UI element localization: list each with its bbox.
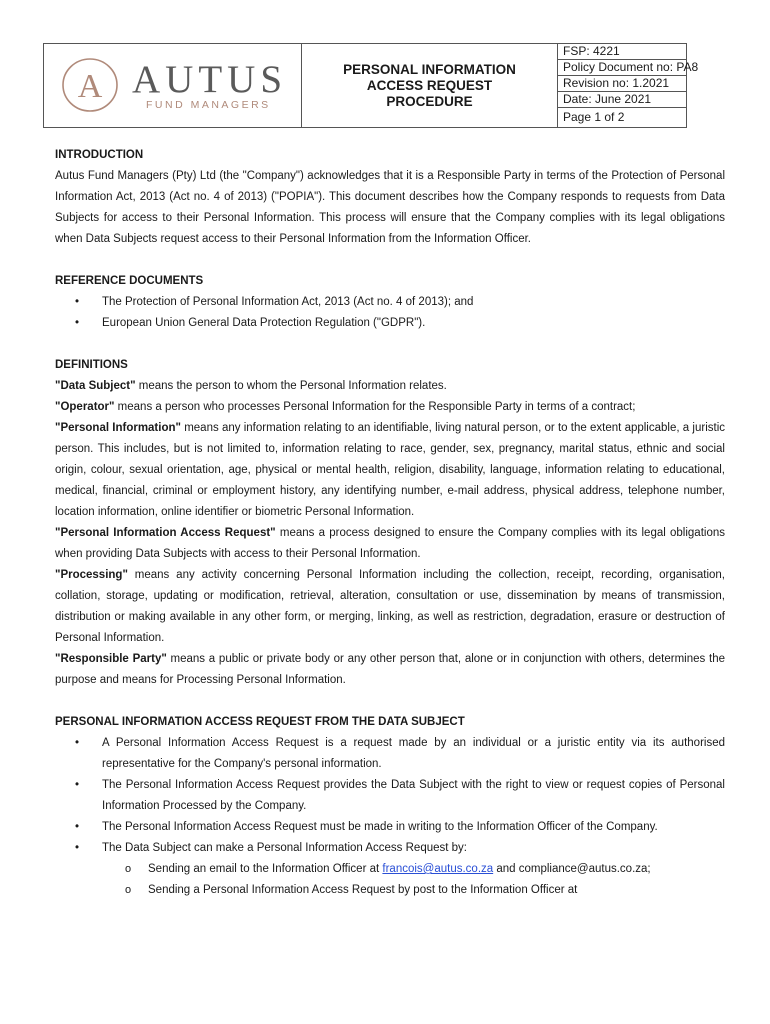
definition-term: "Personal Information" [55,422,181,434]
logo-name: AUTUS [132,58,288,101]
list-item: • European Union General Data Protection Regulation ("GDPR"). [55,313,725,334]
sub-item-text: Sending an email to the Information Officer at [148,863,383,875]
definition-text: means any activity concerning Personal Information including the collection, receipt, recording, organisation, collation, storage, updating or modification, retrieval, alteration, consultation or use, dissemination by means of transmission, distribution or making available in any other form, or merging, linking, as well as restriction, degradation, erasure or destruction of Personal Information. [55,569,725,644]
definition-item [55,376,725,397]
sub-list-item: o Sending a Personal Information Access Request by post to the Information Officer at [55,880,725,901]
definition-text: means a public or private body or any other person that, alone or in conjunction with others, determines the purpose and means for Processing Personal Information. [55,653,725,686]
sub-list-item [55,859,725,880]
revision-number: Revision no: 1.2021 [558,76,686,92]
definition-text: means a process designed to ensure the Company complies with its legal obligations when providing Data Subjects with access to their Personal Information. [55,527,725,560]
reference-documents-list [55,292,725,334]
list-item [55,838,725,901]
title-line: ACCESS REQUEST [366,77,493,93]
definition-item [55,649,725,691]
definition-term: "Operator" [55,401,115,413]
introduction-heading: INTRODUCTION [55,149,144,161]
list-item-text: The Data Subject can make a Personal Information Access Request by: [102,842,467,854]
access-request-list [55,733,725,901]
definition-item [55,523,725,565]
document-title [302,44,558,128]
fsp-number: FSP: 4221 [558,44,686,60]
definition-text: means the person to whom the Personal Information relates. [135,380,447,392]
definition-term: "Personal Information Access Request" [55,527,276,539]
definition-term: "Data Subject" [55,380,136,392]
title-line: PERSONAL INFORMATION [343,61,516,77]
autus-logo-mark-icon [60,56,120,114]
document-header [43,43,699,128]
title-line: PROCEDURE [386,93,473,109]
page-number: Page 1 of 2 [563,110,625,124]
definition-item [55,418,725,523]
company-logo [60,56,290,114]
logo-subtitle: FUND MANAGERS [146,99,271,111]
access-request-heading: PERSONAL INFORMATION ACCESS REQUEST FROM THE DATA SUBJECT [55,716,465,728]
reference-documents-heading: REFERENCE DOCUMENTS [55,275,204,287]
logo-mark-letter: A [77,68,103,105]
definition-term: "Processing" [55,569,128,581]
definition-item [55,397,725,418]
list-item: • The Protection of Personal Information Act, 2013 (Act no. 4 of 2013); and [55,292,725,313]
list-item: • A Personal Information Access Request is a request made by an individual or a juristic entity via its authorised representative for the Company's personal information. [55,733,725,775]
list-item: • The Personal Information Access Request provides the Data Subject with the right to view or request copies of Personal Information Processed by the Company. [55,775,725,817]
document-date: Date: June 2021 [558,92,686,108]
definition-text: means a person who processes Personal Information for the Responsible Party in terms of a contract; [114,401,636,413]
document-body [55,145,725,901]
policy-document-number: Policy Document no: PA8 [558,60,686,76]
list-item: • The Personal Information Access Request must be made in writing to the Information Officer of the Company. [55,817,725,838]
request-methods-list [102,859,725,901]
sub-item-text: and compliance@autus.co.za; [493,863,651,875]
information-officer-email-link[interactable]: francois@autus.co.za [382,863,494,875]
introduction-text: Autus Fund Managers (Pty) Ltd (the "Company") acknowledges that it is a Responsible Party in terms of the Protection of Personal Information Act, 2013 (Act no. 4 of 2013) ("POPIA"). This document describes how the Company responds to requests from Data Subjects for access to their Personal Information. This process will ensure that the Company complies with its legal obligations when Data Subjects request access to their Personal Information from the Information Officer. [55,170,725,245]
definitions-heading: DEFINITIONS [55,359,128,371]
definition-item [55,565,725,649]
definition-term: "Responsible Party" [55,653,167,665]
document-meta [558,44,699,128]
definition-text: means any information relating to an identifiable, living natural person, or to the extent applicable, a juristic person. This includes, but is not limited to, information relating to race, gender, sex, pregnancy, marital status, ethnic and social origin, colour, sexual orientation, age, physical or mental health, religion, disability, language, information relating to educational, medical, financial, criminal or employment history, any identifying number, e-mail address, physical address, telephone number, location information, online identifier or biometric Personal Information. [55,422,725,518]
logo-cell [44,44,302,128]
